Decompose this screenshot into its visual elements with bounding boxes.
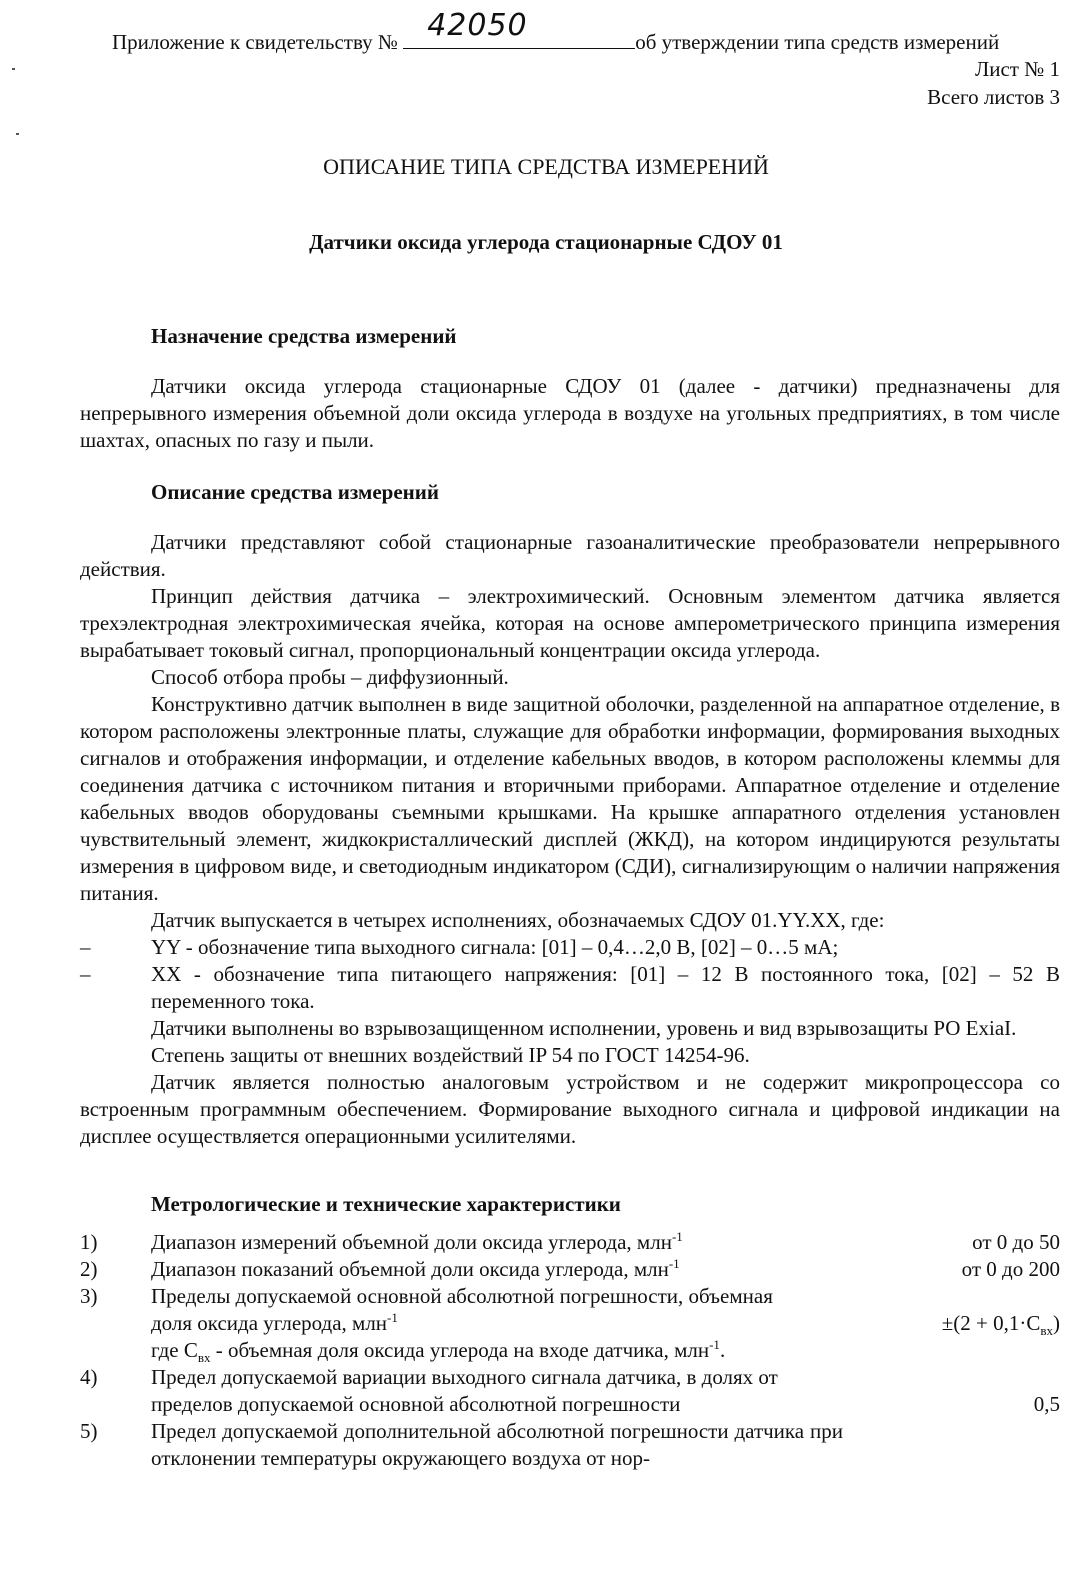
note-text: где C	[151, 1338, 198, 1362]
section-heading-purpose: Назначение средства измерений	[151, 324, 457, 348]
certificate-number: 42050	[427, 8, 528, 43]
spec-text: доля оксида углерода, млн	[151, 1311, 388, 1335]
header-prefix: Приложение к свидетельству №	[112, 30, 398, 54]
spec-value: от 0 до 200	[961, 1257, 1060, 1281]
description-paragraph: Способ отбора пробы – диффузионный.	[151, 665, 509, 689]
spec-text: Диапазон измерений объемной доли оксида углерода, млн	[151, 1230, 672, 1254]
certificate-header	[112, 8, 1060, 56]
spec-value: от 0 до 50	[972, 1230, 1060, 1254]
unit-exponent: -1	[709, 1337, 720, 1352]
spec-value-text: ±(2 + 0,1·C	[941, 1310, 1041, 1335]
unit-exponent: -1	[671, 1229, 683, 1244]
spec-number: 3)	[80, 1284, 98, 1308]
spec-item	[80, 1256, 1060, 1283]
list-dash: –	[80, 935, 91, 959]
spec-number: 1)	[80, 1230, 98, 1254]
spec-description	[151, 1229, 843, 1256]
description-paragraph: Степень защиты от внешних воздействий IP 54 по ГОСТ 14254-96.	[151, 1043, 750, 1067]
spec-description	[151, 1256, 843, 1283]
scan-speck	[16, 133, 19, 135]
list-item-text: XX - обозначение типа питающего напряжения: [01] – 12 В постоянного тока, [02] – 52 В переменного тока.	[151, 962, 1060, 1013]
note-text: .	[719, 1338, 726, 1362]
section-heading-specs: Метрологические и технические характеристики	[151, 1192, 621, 1216]
spec-text: Диапазон показаний объемной доли оксида углерода, млн	[151, 1257, 669, 1281]
spec-item	[80, 1364, 1060, 1418]
unit-exponent: -1	[387, 1310, 398, 1325]
list-dash: –	[80, 962, 91, 986]
description-paragraph: Датчики представляют собой стационарные газоаналитические преобразователи непрерывного действия.	[80, 530, 1060, 581]
section-description	[80, 529, 1060, 1150]
spec-number: 4)	[80, 1365, 98, 1389]
description-paragraph: Датчики выполнены во взрывозащищенном исполнении, уровень и вид взрывозащиты РО ExiaI.	[151, 1016, 1017, 1040]
total-sheets: Всего листов 3	[927, 85, 1060, 109]
spec-value: 0,5	[1033, 1392, 1060, 1416]
spec-value-text: )	[1053, 1310, 1060, 1335]
list-item	[80, 934, 1060, 961]
description-paragraph: Принцип действия датчика – электрохимический. Основным элементом датчика является трехэлектродная электрохимическая ячейка, которая на основе амперометрического принципа измерения вырабатывает токовый сигнал, пропорциональный концентрации оксида углерода.	[80, 584, 1060, 662]
spec-number: 2)	[80, 1257, 98, 1281]
spec-description	[151, 1283, 843, 1337]
certificate-number-field	[403, 8, 635, 49]
spec-item	[80, 1418, 1060, 1472]
specs-list	[80, 1229, 1060, 1472]
document-title: ОПИСАНИЕ ТИПА СРЕДСТВА ИЗМЕРЕНИЙ	[323, 154, 769, 179]
spec-item	[80, 1229, 1060, 1256]
sheet-number: Лист № 1	[974, 57, 1060, 81]
scan-speck	[12, 68, 15, 70]
spec-text: пределов допускаемой основной абсолютной погрешности	[151, 1392, 681, 1416]
spec-text: Предел допускаемой вариации выходного сигнала датчика, в долях от	[151, 1365, 778, 1389]
spec-description: Предел допускаемой дополнительной абсолютной погрешности датчика при отклонении температуры окружающего воздуха от нор-	[151, 1419, 843, 1470]
spec-text: Пределы допускаемой основной абсолютной погрешности, объемная	[151, 1284, 773, 1308]
spec-note-text	[151, 1337, 951, 1364]
description-paragraph: Конструктивно датчик выполнен в виде защитной оболочки, разделенной на аппаратное отделение, в котором расположены электронные платы, служащие для обработки информации, формирования выходных сигналов и отображения информации, и отделение кабельных вводов, в котором расположены клеммы для соединения датчика с источником питания и вторичными приборами. Аппаратное отделение и отделение кабельных вводов оборудованы съемными крышками. На крышке аппаратного отделения установлен чувствительный элемент, жидкокристаллический дисплей (ЖКД), на котором индицируются результаты измерения в цифровом виде, и светодиодным индикатором (СДИ), сигнализирующим о наличии напряжения питания.	[80, 692, 1060, 905]
document-subtitle: Датчики оксида углерода стационарные СДОУ 01	[309, 230, 783, 254]
spec-item	[80, 1283, 1060, 1337]
list-item-text: YY - обозначение типа выходного сигнала: [01] – 0,4…2,0 В, [02] – 0…5 мА;	[151, 935, 839, 959]
note-subscript: вх	[197, 1350, 211, 1366]
spec-note	[80, 1337, 1060, 1364]
spec-value	[843, 1284, 1060, 1337]
note-text: - объемная доля оксида углерода на входе датчика, млн	[210, 1338, 710, 1362]
spec-value-subscript: вх	[1040, 1322, 1053, 1338]
section-heading-description: Описание средства измерений	[151, 480, 439, 504]
description-paragraph: Датчик выпускается в четырех исполнениях, обозначаемых СДОУ 01.YY.XX, где:	[151, 908, 885, 932]
unit-exponent: -1	[668, 1256, 680, 1271]
description-paragraph: Датчик является полностью аналоговым устройством и не содержит микропроцессора со встроенным программным обеспечением. Формирование выходного сигнала и цифровой индикации на дисплее осуществляется операционными усилителями.	[80, 1070, 1060, 1148]
list-item	[80, 961, 1060, 1015]
section-purpose	[80, 373, 1060, 454]
purpose-paragraph: Датчики оксида углерода стационарные СДОУ 01 (далее - датчики) предназначены для непрерывного измерения объемной доли оксида углерода в воздухе на угольных предприятиях, в том числе шахтах, опасных по газу и пыли.	[80, 374, 1060, 452]
spec-number: 5)	[80, 1419, 98, 1443]
spec-description	[151, 1364, 843, 1418]
header-suffix: об утверждении типа средств измерений	[635, 30, 1000, 54]
